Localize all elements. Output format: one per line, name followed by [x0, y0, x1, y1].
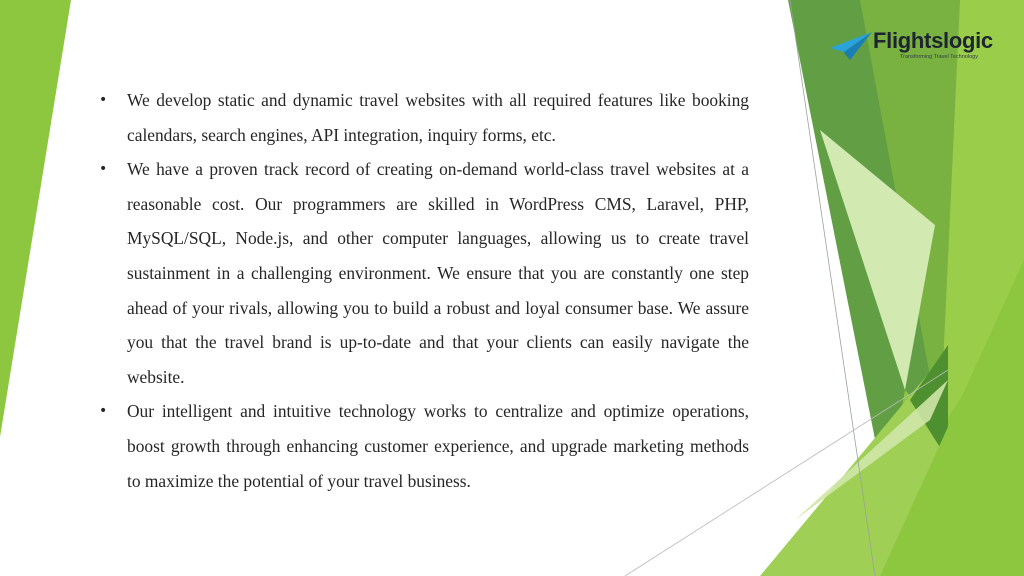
bullet-text: We have a proven track record of creating on-demand world-class travel websites at a reasonable cost. Our programmers are skilled in WordPress CMS, Laravel, PHP, MySQL/SQL, Node.js, and other computer languages, allowing us to create travel sustainment in a challenging environment. We ensure that you are constantly one step ahead of your rivals, allowing you to build a robust and loyal consumer base. We assure you that the travel brand is up-to-date and that your clients can easily navigate the website. [127, 159, 749, 387]
left-green-strip [0, 0, 71, 437]
bullet-marker: • [99, 92, 108, 108]
bullet-text: Our intelligent and intuitive technology works to centralize and optimize operations, boost growth through enhancing customer experience, and upgrade marketing methods to maximize the potential of your travel business. [127, 401, 749, 491]
bullet-marker: • [99, 161, 108, 178]
bullet-text: We develop static and dynamic travel websites with all required features like booking calendars, search engines, API integration, inquiry forms, etc. [127, 90, 749, 145]
brand-tagline: Transforming Travel Technology [900, 54, 978, 60]
paper-plane-icon [830, 30, 872, 60]
brand-name: Flightslogic [873, 28, 993, 53]
bullet-content [99, 83, 749, 498]
bullet-list [99, 83, 749, 498]
bullet-marker: • [99, 403, 108, 420]
brand-logo [830, 28, 993, 68]
bullet-item [99, 152, 749, 394]
bullet-item [99, 394, 749, 498]
bullet-item [99, 83, 749, 152]
